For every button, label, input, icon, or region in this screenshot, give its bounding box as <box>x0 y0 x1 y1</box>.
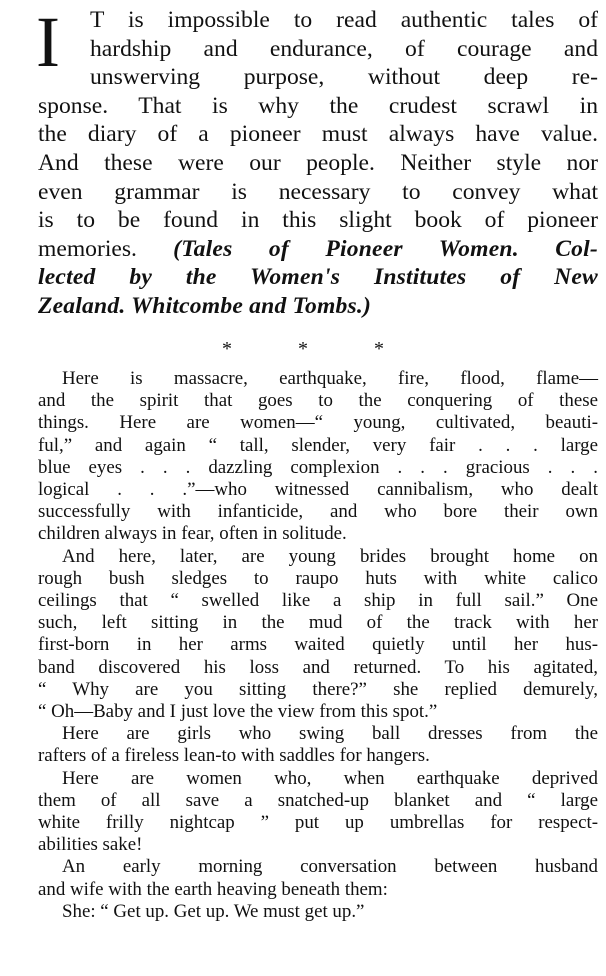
intro-line: And these were our people. Neither style nor <box>38 149 598 176</box>
body-paragraph <box>38 901 598 923</box>
body-line: She: “ Get up. Get up. We must get up.” <box>62 900 365 922</box>
intro-line: the diary of a pioneer must always have value. <box>38 121 598 148</box>
body-line: things. Here are women—“ young, cultivated, beauti- <box>38 412 598 434</box>
body-paragraph <box>38 768 598 857</box>
body-line: ceilings that “ swelled like a ship in full sail.” One <box>38 590 598 612</box>
intro-line: T is impossible to read authentic tales of <box>90 7 598 33</box>
body-line: blue eyes . . . dazzling complexion . . . gracious . . . <box>38 456 598 478</box>
body-line: rough bush sledges to raupo huts with white calico <box>38 567 598 589</box>
body-paragraph <box>38 856 598 900</box>
article-body <box>38 368 598 923</box>
citation-line: Zealand. Whitcombe and Tombs.) <box>38 292 372 319</box>
body-paragraph <box>38 723 598 767</box>
body-line: first-born in her arms waited quietly until her hus- <box>38 634 598 656</box>
intro-line: is to be found in this slight book of pioneer <box>38 207 598 234</box>
asterisk: * <box>222 338 232 360</box>
intro-line: unswerving purpose, without deep re- <box>90 64 598 91</box>
citation-line: (Tales of Pioneer Women. Col- <box>173 235 598 262</box>
body-paragraph <box>38 546 598 724</box>
body-line: Here are women who, when earthquake deprived <box>62 767 598 789</box>
body-paragraph <box>38 368 598 546</box>
body-line: rafters of a fireless lean-to with saddles for hangers. <box>38 745 430 767</box>
body-line: and wife with the earth heaving beneath them: <box>38 878 388 900</box>
body-line: children always in fear, often in solitude. <box>38 523 347 545</box>
intro-line: memories. <box>38 235 137 262</box>
body-line: And here, later, are young brides brought home on <box>62 545 598 567</box>
body-line: logical . . .”—who witnessed cannibalism, who dealt <box>38 479 598 501</box>
body-line: them of all save a snatched-up blanket and “ large <box>38 789 598 811</box>
body-line: “ Oh—Baby and I just love the view from this spot.” <box>38 701 438 723</box>
body-line: abilities sake! <box>38 834 143 856</box>
body-line: such, left sitting in the mud of the track with her <box>38 612 598 634</box>
body-line: Here are girls who swing ball dresses from the <box>62 723 598 745</box>
intro-line: even grammar is necessary to convey what <box>38 178 598 205</box>
drop-cap: I <box>36 2 60 82</box>
citation-line: lected by the Women's Institutes of New <box>38 264 598 291</box>
body-line: white frilly nightcap ” put up umbrellas for respect- <box>38 812 598 834</box>
intro-paragraph <box>36 2 598 321</box>
section-separator <box>0 338 606 361</box>
body-line: and the spirit that goes to the conquering of these <box>38 390 598 412</box>
intro-line-with-citation <box>38 235 598 264</box>
body-line: “ Why are you sitting there?” she replied demurely, <box>38 678 598 700</box>
body-line: band discovered his loss and returned. To his agitated, <box>38 656 598 678</box>
asterisk: * <box>374 338 384 360</box>
intro-line: hardship and endurance, of courage and <box>90 35 598 62</box>
body-line: An early morning conversation between husband <box>62 856 598 878</box>
body-line: successfully with infanticide, and who bore their own <box>38 501 598 523</box>
asterisk: * <box>298 338 308 360</box>
body-line: ful,” and again “ tall, slender, very fair . . . large <box>38 434 598 456</box>
intro-line: sponse. That is why the crudest scrawl in <box>38 92 598 119</box>
body-line: Here is massacre, earthquake, fire, flood, flame— <box>62 368 598 389</box>
